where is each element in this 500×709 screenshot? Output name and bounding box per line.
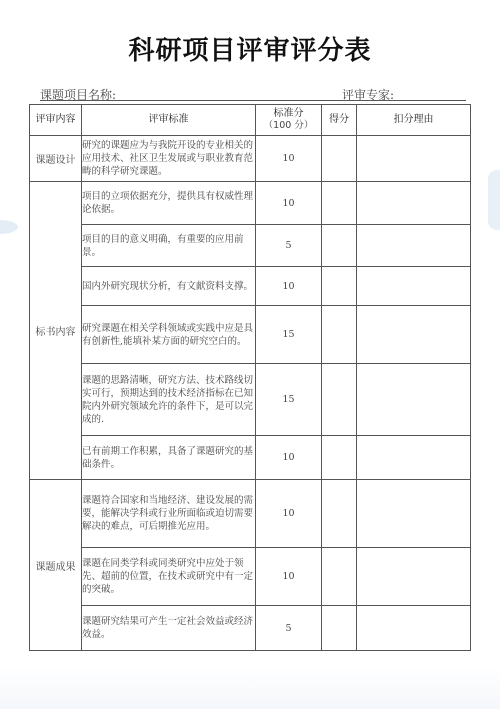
criteria-cell: 项目的立项依据充分，提供具有权威性理论依据。 [82, 182, 256, 225]
criteria-cell: 研究的课题应为与我院开设的专业相关的应用技术、社区卫生发展或与职业教育范畴的科学研究课题。 [82, 136, 256, 182]
decorative-footer-band [0, 667, 500, 709]
standard-score-cell: 15 [256, 306, 322, 364]
criteria-cell: 课题在同类学科或同类研究中应处于领先、超前的位置，在技术或研究中有一定的突破。 [82, 548, 256, 606]
score-input-cell[interactable] [322, 436, 357, 480]
deduction-reason-cell[interactable] [357, 267, 471, 306]
standard-score-cell: 5 [256, 225, 322, 267]
standard-score-cell: 10 [256, 548, 322, 606]
standard-score-cell: 10 [256, 480, 322, 548]
score-input-cell[interactable] [322, 606, 357, 651]
score-input-cell[interactable] [322, 225, 357, 267]
standard-score-cell: 10 [256, 436, 322, 480]
deduction-reason-cell[interactable] [357, 548, 471, 606]
score-input-cell[interactable] [322, 548, 357, 606]
deduction-reason-cell[interactable] [357, 182, 471, 225]
header-content: 评审内容 [30, 105, 82, 136]
header-reason: 扣分理由 [357, 105, 471, 136]
score-input-cell[interactable] [322, 136, 357, 182]
header-standard-label: 标准分 [273, 108, 304, 119]
criteria-cell: 项目的目的意义明确，有重要的应用前景。 [82, 225, 256, 267]
standard-score-cell: 15 [256, 364, 322, 436]
criteria-cell: 研究课题在相关学科领域或实践中应是具有创新性,能填补某方面的研究空白的。 [82, 306, 256, 364]
standard-score-cell: 10 [256, 136, 322, 182]
criteria-cell: 课题符合国家和当地经济、建设发展的需要，能解决学科或行业所面临或迫切需要解决的难点，可后期推光应用。 [82, 480, 256, 548]
deduction-reason-cell[interactable] [357, 306, 471, 364]
meta-line [40, 86, 466, 104]
table-row [30, 136, 471, 182]
table-row [30, 480, 471, 548]
decorative-shape-left [0, 220, 18, 234]
scoring-table [29, 104, 471, 651]
header-standard-sub: （100 分） [263, 120, 314, 131]
deduction-reason-cell[interactable] [357, 364, 471, 436]
criteria-cell: 国内外研究现状分析，有文献资料支撑。 [82, 267, 256, 306]
header-criteria: 评审标准 [82, 105, 256, 136]
page-title: 科研项目评审评分表 [128, 36, 372, 66]
standard-score-cell: 10 [256, 182, 322, 225]
criteria-cell: 课题研究结果可产生一定社会效益或经济效益。 [82, 606, 256, 651]
criteria-cell: 课题的思路清晰，研究方法、技术路线切实可行，预期达到的技术经济指标在已知院内外研究领域允许的条件下，是可以完成的. [82, 364, 256, 436]
deduction-reason-cell[interactable] [357, 436, 471, 480]
header-score: 得分 [322, 105, 357, 136]
expert-label: 评审专家: [342, 88, 395, 102]
score-input-cell[interactable] [322, 364, 357, 436]
table-row [30, 436, 471, 480]
table-row [30, 606, 471, 651]
category-design: 课题设计 [30, 136, 82, 182]
score-input-cell[interactable] [322, 306, 357, 364]
table-row [30, 306, 471, 364]
deduction-reason-cell[interactable] [357, 606, 471, 651]
table-row [30, 548, 471, 606]
header-standard [256, 105, 322, 136]
table-row [30, 225, 471, 267]
score-input-cell[interactable] [322, 267, 357, 306]
project-name-label: 课题项目名称: [40, 88, 117, 102]
meta-underline [40, 100, 466, 101]
table-row [30, 364, 471, 436]
score-input-cell[interactable] [322, 480, 357, 548]
decorative-shape-right [488, 170, 500, 230]
standard-score-cell: 10 [256, 267, 322, 306]
standard-score-cell: 5 [256, 606, 322, 651]
category-outcomes: 课题成果 [30, 480, 82, 651]
score-input-cell[interactable] [322, 182, 357, 225]
deduction-reason-cell[interactable] [357, 136, 471, 182]
header-row [30, 105, 471, 136]
criteria-cell: 已有前期工作积累，具备了课题研究的基础条件。 [82, 436, 256, 480]
table-row [30, 182, 471, 225]
deduction-reason-cell[interactable] [357, 225, 471, 267]
category-proposal: 标书内容 [30, 182, 82, 480]
table-row [30, 267, 471, 306]
deduction-reason-cell[interactable] [357, 480, 471, 548]
